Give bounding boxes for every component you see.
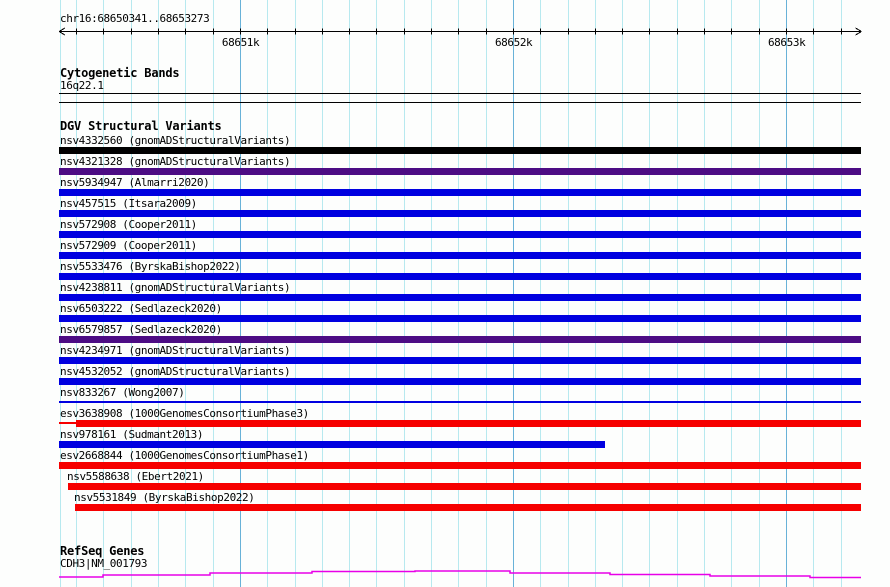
refseq-genes-header: RefSeq Genes [60,544,145,558]
variant-label[interactable]: nsv4234971 (gnomADStructuralVariants) [60,344,291,357]
variant-label[interactable]: nsv4532052 (gnomADStructuralVariants) [60,365,291,378]
ruler-tick-label: 68653k [767,36,806,49]
variant-label[interactable]: nsv5531849 (ByrskaBishop2022) [74,491,255,504]
gene-label[interactable]: CDH3|NM_001793 [60,557,148,570]
variant-label[interactable]: nsv5588638 (Ebert2021) [67,470,204,483]
ruler-tick-label: 68652k [494,36,533,49]
gene-model-polyline[interactable] [59,571,861,578]
variant-label[interactable]: nsv457515 (Itsara2009) [60,197,197,210]
variant-label[interactable]: nsv572909 (Cooper2011) [60,239,197,252]
variant-label[interactable]: nsv6579857 (Sedlazeck2020) [60,323,222,336]
region-title: chr16:68650341..68653273 [60,12,210,25]
variant-label[interactable]: esv2668844 (1000GenomesConsortiumPhase1) [60,449,309,462]
variant-label[interactable]: nsv572908 (Cooper2011) [60,218,197,231]
ruler-tick-label: 68651k [221,36,260,49]
variant-label[interactable]: nsv978161 (Sudmant2013) [60,428,204,441]
variant-label[interactable]: nsv4321328 (gnomADStructuralVariants) [60,155,291,168]
variant-label[interactable]: nsv4332560 (gnomADStructuralVariants) [60,134,291,147]
cytogenetic-bands-header: Cytogenetic Bands [60,66,180,80]
dgv-structural-variants-header: DGV Structural Variants [60,119,222,133]
variant-label[interactable]: nsv5533476 (ByrskaBishop2022) [60,260,241,273]
variant-label[interactable]: nsv4238811 (gnomADStructuralVariants) [60,281,291,294]
variant-label[interactable]: nsv5934947 (Almarri2020) [60,176,210,189]
variant-label[interactable]: nsv6503222 (Sedlazeck2020) [60,302,222,315]
variant-label[interactable]: esv3638908 (1000GenomesConsortiumPhase3) [60,407,309,420]
cytoband-label: 16q22.1 [60,79,104,92]
variant-label[interactable]: nsv833267 (Wong2007) [60,386,185,399]
